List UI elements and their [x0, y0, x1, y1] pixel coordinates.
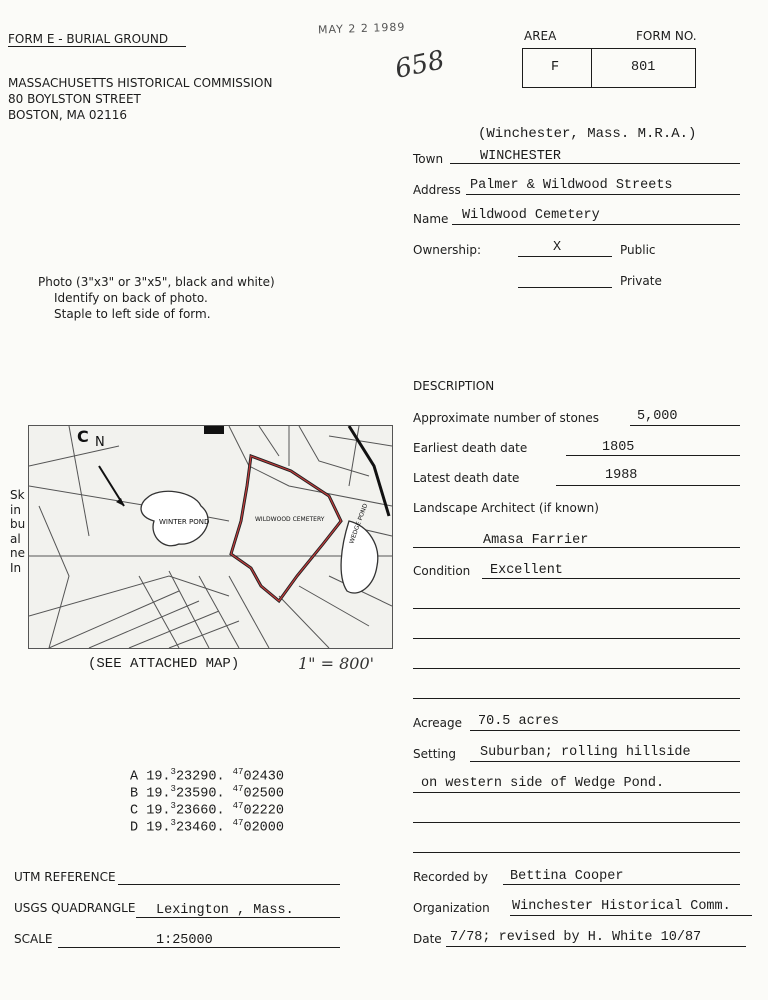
utm-point-c: [130, 801, 284, 819]
setting-blank-line: [413, 852, 740, 853]
utm-point-b: [130, 784, 284, 802]
date-value: 7/78; revised by H. White 10/87: [450, 930, 702, 945]
commission-line-2: 80 BOYLSTON STREET: [8, 92, 141, 106]
town-label: Town: [413, 152, 444, 166]
sketch-fragment: Sk: [10, 488, 25, 502]
date-line: [446, 946, 746, 947]
stones-value: 5,000: [637, 409, 678, 424]
sketch-fragment: In: [10, 560, 22, 575]
form-no-value: 801: [631, 60, 656, 75]
utm-reference-line: [118, 884, 340, 885]
sketch-fragment: al: [10, 531, 21, 546]
condition-label: Condition: [413, 564, 471, 578]
utm-northing-prefix: 47: [232, 784, 244, 794]
description-heading: DESCRIPTION: [413, 379, 495, 393]
setting-blank-line: [413, 822, 740, 823]
map-heavy-line: [349, 426, 389, 516]
map-corner-mark: [204, 426, 224, 434]
handwritten-number: 658: [392, 45, 448, 85]
utm-point-a: [130, 767, 284, 785]
ownership-public-line: [518, 256, 612, 257]
photo-instruction-2: Identify on back of photo.: [54, 291, 208, 305]
utm-easting: 23460.: [175, 820, 225, 836]
latest-line: [556, 485, 740, 486]
utm-easting: 23590.: [175, 786, 225, 802]
name-value: Wildwood Cemetery: [462, 208, 600, 223]
stones-line: [630, 425, 740, 426]
utm-zone: 19.: [146, 769, 171, 785]
latest-value: 1988: [605, 468, 638, 483]
address-line: [466, 194, 740, 195]
area-label: AREA: [524, 29, 557, 43]
commission-line-3: BOSTON, MA 02116: [8, 108, 128, 122]
condition-blank-line: [413, 638, 740, 639]
condition-line: [482, 578, 740, 579]
usgs-value: Lexington , Mass.: [156, 903, 294, 918]
winter-pond-label: WINTER POND: [159, 518, 210, 526]
photo-instruction-1: Photo (3"x3" or 3"x5", black and white): [38, 275, 275, 289]
setting-line-2: [413, 792, 740, 793]
form-title: FORM E - BURIAL GROUND: [8, 32, 169, 46]
commission-address: [8, 75, 272, 123]
cemetery-label: WILDWOOD CEMETERY: [255, 516, 325, 523]
town-value: WINCHESTER: [480, 149, 562, 164]
setting-label: Setting: [413, 747, 456, 761]
street-grid: [29, 426, 392, 648]
utm-northing-prefix: 47: [232, 801, 244, 811]
acreage-line: [470, 730, 740, 731]
photo-instructions: [38, 274, 275, 322]
map-caption: (SEE ATTACHED MAP): [88, 656, 240, 672]
sketch-instructions-fragment: [10, 488, 25, 575]
sketch-fragment: in: [10, 502, 21, 517]
town-line: [450, 163, 740, 164]
utm-easting: 23660.: [175, 803, 225, 819]
utm-reference-label: UTM REFERENCE: [14, 870, 116, 884]
architect-line: [413, 547, 740, 548]
location-map: [28, 425, 393, 649]
area-form-box: [522, 48, 696, 88]
stones-label: Approximate number of stones: [413, 411, 600, 425]
setting-line: [470, 761, 740, 762]
condition-value: Excellent: [490, 563, 563, 578]
utm-letter: A: [130, 769, 139, 785]
ownership-private-line: [518, 287, 612, 288]
survey-note: (Winchester, Mass. M.R.A.): [478, 126, 697, 142]
acreage-value: 70.5 acres: [478, 714, 560, 729]
setting-value-1: Suburban; rolling hillside: [480, 745, 691, 760]
architect-value: Amasa Farrier: [483, 533, 589, 548]
earliest-value: 1805: [602, 440, 635, 455]
form-title-underline: [8, 46, 186, 47]
utm-zone: 19.: [146, 803, 171, 819]
utm-northing: 02220: [243, 803, 284, 819]
recorded-line: [503, 884, 740, 885]
ownership-public-label: Public: [620, 243, 656, 257]
architect-label: Landscape Architect (if known): [413, 501, 599, 515]
organization-line: [510, 915, 752, 916]
utm-point-d: [130, 818, 284, 836]
utm-northing-prefix: 47: [232, 818, 244, 828]
scale-label: SCALE: [14, 932, 53, 946]
map-compass-c: C: [77, 427, 89, 446]
scale-value: 1:25000: [156, 933, 213, 948]
commission-line-1: MASSACHUSETTS HISTORICAL COMMISSION: [8, 76, 273, 90]
map-scale-note: 1" = 800': [298, 654, 375, 673]
usgs-label: USGS QUADRANGLE: [14, 901, 136, 915]
name-line: [452, 224, 740, 225]
organization-value: Winchester Historical Comm.: [512, 899, 731, 914]
utm-easting-prefix: 3: [170, 801, 176, 811]
area-value: F: [551, 60, 560, 75]
utm-easting-prefix: 3: [170, 818, 176, 828]
received-stamp: MAY 2 2 1989: [317, 20, 406, 37]
recorded-label: Recorded by: [413, 870, 488, 884]
utm-zone: 19.: [146, 820, 171, 836]
utm-northing: 02500: [243, 786, 284, 802]
utm-northing-prefix: 47: [232, 767, 244, 777]
recorded-value: Bettina Cooper: [510, 869, 624, 884]
utm-northing: 02430: [243, 769, 284, 785]
usgs-line: [136, 917, 340, 918]
utm-letter: D: [130, 820, 139, 836]
date-label: Date: [413, 932, 442, 946]
map-drawing: [29, 426, 392, 648]
utm-easting-prefix: 3: [170, 767, 176, 777]
ownership-public-mark: X: [553, 240, 562, 255]
latest-label: Latest death date: [413, 471, 520, 485]
earliest-line: [566, 455, 740, 456]
utm-northing: 02000: [243, 820, 284, 836]
utm-letter: C: [130, 803, 139, 819]
utm-letter: B: [130, 786, 139, 802]
utm-zone: 19.: [146, 786, 171, 802]
condition-blank-line: [413, 608, 740, 609]
condition-blank-line: [413, 668, 740, 669]
acreage-label: Acreage: [413, 716, 463, 730]
sketch-fragment: bu: [10, 517, 26, 531]
organization-label: Organization: [413, 901, 490, 915]
utm-easting: 23290.: [175, 769, 225, 785]
box-divider: [591, 49, 592, 87]
photo-instruction-3: Staple to left side of form.: [54, 307, 211, 321]
north-label: N: [95, 435, 105, 450]
address-value: Palmer & Wildwood Streets: [470, 178, 673, 193]
sketch-fragment: ne: [10, 546, 25, 560]
cemetery-boundary-highlight: [231, 456, 341, 601]
form-no-label: FORM NO.: [636, 29, 697, 43]
setting-value-2: on western side of Wedge Pond.: [421, 776, 665, 791]
address-label: Address: [413, 183, 461, 197]
ownership-label: Ownership:: [413, 243, 482, 257]
condition-blank-line: [413, 698, 740, 699]
earliest-label: Earliest death date: [413, 441, 528, 455]
name-label: Name: [413, 212, 449, 226]
ownership-private-label: Private: [620, 274, 662, 288]
scale-line: [58, 947, 340, 948]
utm-easting-prefix: 3: [170, 784, 176, 794]
wedge-pond-label: WEDGE POND: [348, 502, 370, 545]
